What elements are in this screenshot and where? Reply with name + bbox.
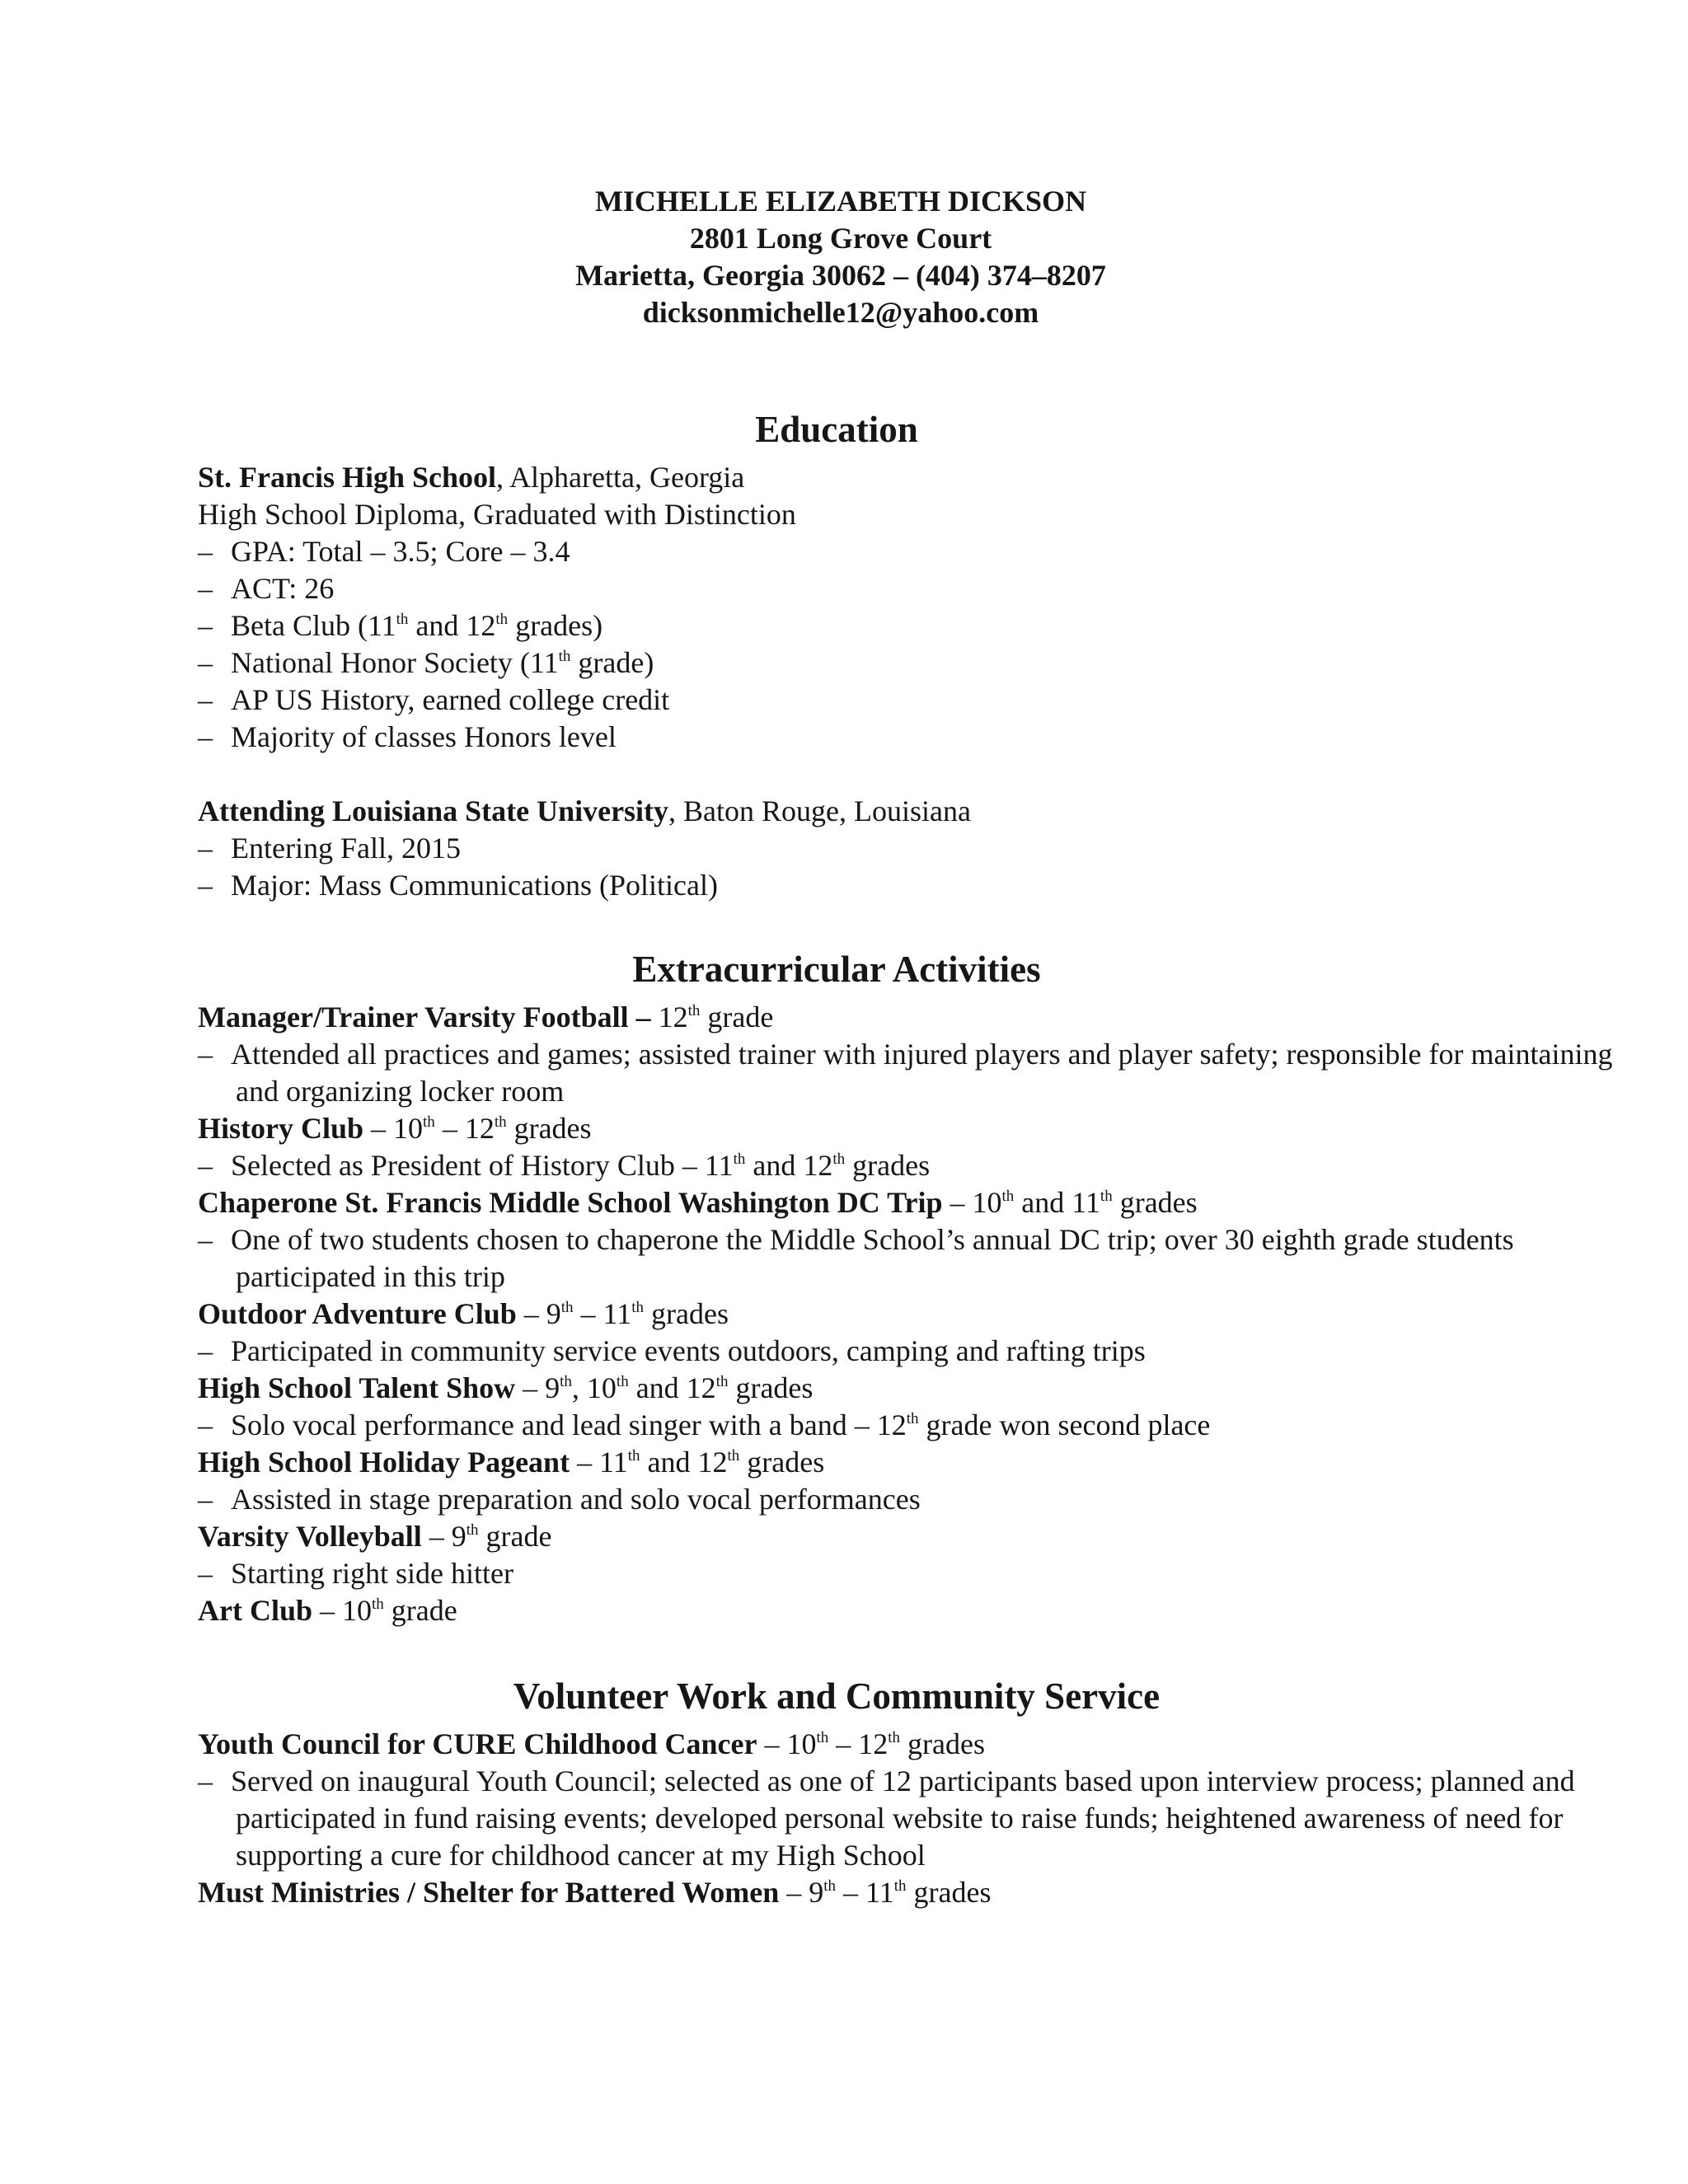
dash-bullet: –: [198, 1408, 213, 1441]
ordinal-suffix: th: [893, 1877, 907, 1895]
beta-text: grades): [508, 609, 603, 642]
grade-text: – 9: [515, 1371, 560, 1404]
grade-text: grade: [383, 1594, 457, 1627]
extracurricular-title: Extracurricular Activities: [632, 949, 1041, 990]
grade-text: – 9: [516, 1297, 561, 1330]
school2-location: , Baton Rouge, Louisiana: [668, 794, 971, 827]
activity-heading: [198, 1296, 1615, 1333]
honors-text: Majority of classes Honors level: [231, 720, 617, 753]
major-text: Major: Mass Communications (Political): [231, 869, 718, 902]
dash-bullet: –: [198, 683, 213, 716]
list-item: [198, 867, 1615, 904]
description-text: Solo vocal performance and lead singer with a band – 12: [231, 1408, 907, 1441]
grade-text: grades: [728, 1371, 814, 1404]
activity-name: Youth Council for CURE Childhood Cancer: [198, 1727, 757, 1760]
ordinal-suffix: th: [727, 1447, 740, 1465]
ordinal-suffix: th: [733, 1151, 746, 1168]
ap-text: AP US History, earned college credit: [231, 683, 670, 716]
ordinal-suffix: th: [494, 1113, 507, 1131]
grade-text: – 10: [942, 1186, 1002, 1219]
activity-name: History Club: [198, 1112, 364, 1145]
ordinal-suffix: th: [1100, 1188, 1113, 1205]
list-item: [198, 607, 1615, 644]
ordinal-suffix: th: [906, 1410, 919, 1427]
dash-bullet: –: [198, 1334, 213, 1367]
description-text: Attended all practices and games; assisted trainer with injured players and player safety; responsible for maintaining and organizing locker room: [231, 1038, 1613, 1108]
ordinal-suffix: th: [715, 1373, 729, 1390]
dash-bullet: –: [198, 609, 213, 642]
grade-text: – 11: [570, 1446, 628, 1479]
ordinal-suffix: th: [466, 1521, 479, 1539]
ordinal-suffix: th: [627, 1447, 640, 1465]
school2-name: Attending Louisiana State University: [198, 794, 669, 827]
school1-line: [198, 459, 1615, 496]
activity-description: [198, 1036, 1629, 1110]
description-text: Selected as President of History Club – 11: [231, 1149, 734, 1182]
activity-name: Must Ministries / Shelter for Battered Women: [198, 1876, 780, 1909]
email-address: dicksonmichelle12@yahoo.com: [642, 296, 1039, 329]
activity-heading: [198, 1874, 1615, 1911]
ordinal-suffix: th: [372, 1596, 384, 1613]
dash-bullet: –: [198, 535, 213, 568]
ordinal-suffix: th: [423, 1113, 435, 1131]
education-section: [198, 406, 1615, 904]
grade-text: – 12: [434, 1112, 495, 1145]
volunteer-section: [198, 1673, 1615, 1911]
city-phone: Marietta, Georgia 30062 – (404) 374–8207: [575, 259, 1106, 292]
applicant-name: MICHELLE ELIZABETH DICKSON: [594, 185, 1087, 218]
nhs-text: grade): [570, 646, 654, 679]
activity-description: [198, 1333, 1615, 1370]
description-text: Assisted in stage preparation and solo vocal performances: [231, 1483, 921, 1516]
beta-text: and 12: [408, 609, 496, 642]
list-item: [198, 570, 1615, 607]
activity-name: Chaperone St. Francis Middle School Washington DC Trip: [198, 1186, 943, 1219]
grade-text: and 12: [628, 1371, 716, 1404]
activity-heading: [198, 1444, 1615, 1481]
ordinal-suffix: th: [687, 1002, 701, 1019]
ordinal-suffix: th: [888, 1729, 900, 1746]
school1-diploma: High School Diploma, Graduated with Distinction: [198, 498, 796, 531]
volunteer-title: Volunteer Work and Community Service: [513, 1675, 1160, 1717]
grade-text: – 10: [363, 1112, 424, 1145]
act-text: ACT: 26: [231, 572, 335, 605]
grade-text: grades: [506, 1112, 592, 1145]
grade-text: grades: [900, 1727, 985, 1760]
grade-text: – 9: [779, 1876, 824, 1909]
description-text: Served on inaugural Youth Council; selected as one of 12 participants based upon interview process; planned and participated in fund raising events; developed personal website to raise funds; heightened awareness of need for supporting a cure for childhood cancer at my High School: [231, 1765, 1575, 1872]
dash-bullet: –: [198, 720, 213, 753]
activity-heading: [198, 1184, 1615, 1221]
activity-name: Art Club: [198, 1594, 313, 1627]
grade-text: – 10: [757, 1727, 817, 1760]
dash-bullet: –: [198, 869, 213, 902]
street-address: 2801 Long Grove Court: [689, 222, 992, 255]
contact-header: [0, 183, 1681, 331]
grade-text: grades: [644, 1297, 729, 1330]
activity-heading: [198, 1592, 1615, 1629]
activity-name: Manager/Trainer Varsity Football –: [198, 1001, 659, 1033]
grade-text: – 11: [573, 1297, 632, 1330]
grade-text: grades: [739, 1446, 825, 1479]
list-item: [198, 719, 1615, 756]
ordinal-suffix: th: [816, 1729, 829, 1746]
grade-text: 12: [658, 1001, 688, 1033]
dash-bullet: –: [198, 572, 213, 605]
dash-bullet: –: [198, 1038, 213, 1071]
activity-name: High School Holiday Pageant: [198, 1446, 570, 1479]
grade-text: and 11: [1014, 1186, 1100, 1219]
list-item: [198, 533, 1615, 570]
beta-text: Beta Club (11: [231, 609, 396, 642]
activity-description: [198, 1481, 1615, 1518]
description-text: Participated in community service events outdoors, camping and rafting trips: [231, 1334, 1146, 1367]
description-text: and 12: [745, 1149, 833, 1182]
list-item: [198, 830, 1615, 867]
description-text: grades: [845, 1149, 931, 1182]
school2-line: [198, 793, 1615, 830]
dash-bullet: –: [198, 1223, 213, 1256]
dash-bullet: –: [198, 1149, 213, 1182]
dash-bullet: –: [198, 1765, 213, 1797]
nhs-text: National Honor Society (11: [231, 646, 559, 679]
list-item: [198, 644, 1615, 682]
grade-text: – 11: [836, 1876, 894, 1909]
activity-description: [198, 1407, 1615, 1444]
gpa-text: GPA: Total – 3.5; Core – 3.4: [231, 535, 570, 568]
extracurricular-section: [198, 946, 1615, 1629]
ordinal-suffix: th: [631, 1299, 644, 1316]
grade-text: – 10: [312, 1594, 373, 1627]
activity-description: [198, 1221, 1629, 1296]
grade-text: – 12: [828, 1727, 889, 1760]
ordinal-suffix: th: [616, 1373, 629, 1390]
dash-bullet: –: [198, 646, 213, 679]
activity-heading: [198, 1726, 1615, 1763]
ordinal-suffix: th: [832, 1151, 846, 1168]
activity-name: Varsity Volleyball: [198, 1520, 422, 1553]
ordinal-suffix: th: [558, 648, 571, 665]
ordinal-suffix: th: [396, 611, 409, 628]
grade-text: grades: [1112, 1186, 1198, 1219]
school1-name: St. Francis High School: [198, 461, 497, 494]
grade-text: grades: [906, 1876, 992, 1909]
dash-bullet: –: [198, 1483, 213, 1516]
ordinal-suffix: th: [823, 1877, 837, 1895]
education-title: Education: [755, 409, 918, 450]
dash-bullet: –: [198, 1557, 213, 1590]
grade-text: grade: [478, 1520, 552, 1553]
list-item: [198, 682, 1615, 719]
activity-heading: [198, 1370, 1615, 1407]
description-text: One of two students chosen to chaperone the Middle School’s annual DC trip; over 30 eighth grade students participated in this trip: [231, 1223, 1514, 1293]
ordinal-suffix: th: [495, 611, 509, 628]
grade-text: grade: [700, 1001, 774, 1033]
activity-name: Outdoor Adventure Club: [198, 1297, 517, 1330]
grade-text: – 9: [421, 1520, 467, 1553]
description-text: grade won second place: [918, 1408, 1211, 1441]
activity-name: High School Talent Show: [198, 1371, 516, 1404]
description-text: Starting right side hitter: [231, 1557, 513, 1590]
activity-heading: [198, 1110, 1615, 1147]
grade-text: and 12: [640, 1446, 728, 1479]
activity-heading: [198, 999, 1615, 1036]
ordinal-suffix: th: [1001, 1188, 1015, 1205]
ordinal-suffix: th: [560, 1299, 574, 1316]
school1-location: , Alpharetta, Georgia: [496, 461, 745, 494]
ordinal-suffix: th: [560, 1373, 572, 1390]
entering-text: Entering Fall, 2015: [231, 832, 461, 865]
activity-heading: [198, 1518, 1615, 1555]
activity-description: [198, 1147, 1615, 1184]
activity-description: [198, 1763, 1629, 1874]
dash-bullet: –: [198, 832, 213, 865]
activity-description: [198, 1555, 1615, 1592]
grade-text: , 10: [571, 1371, 617, 1404]
